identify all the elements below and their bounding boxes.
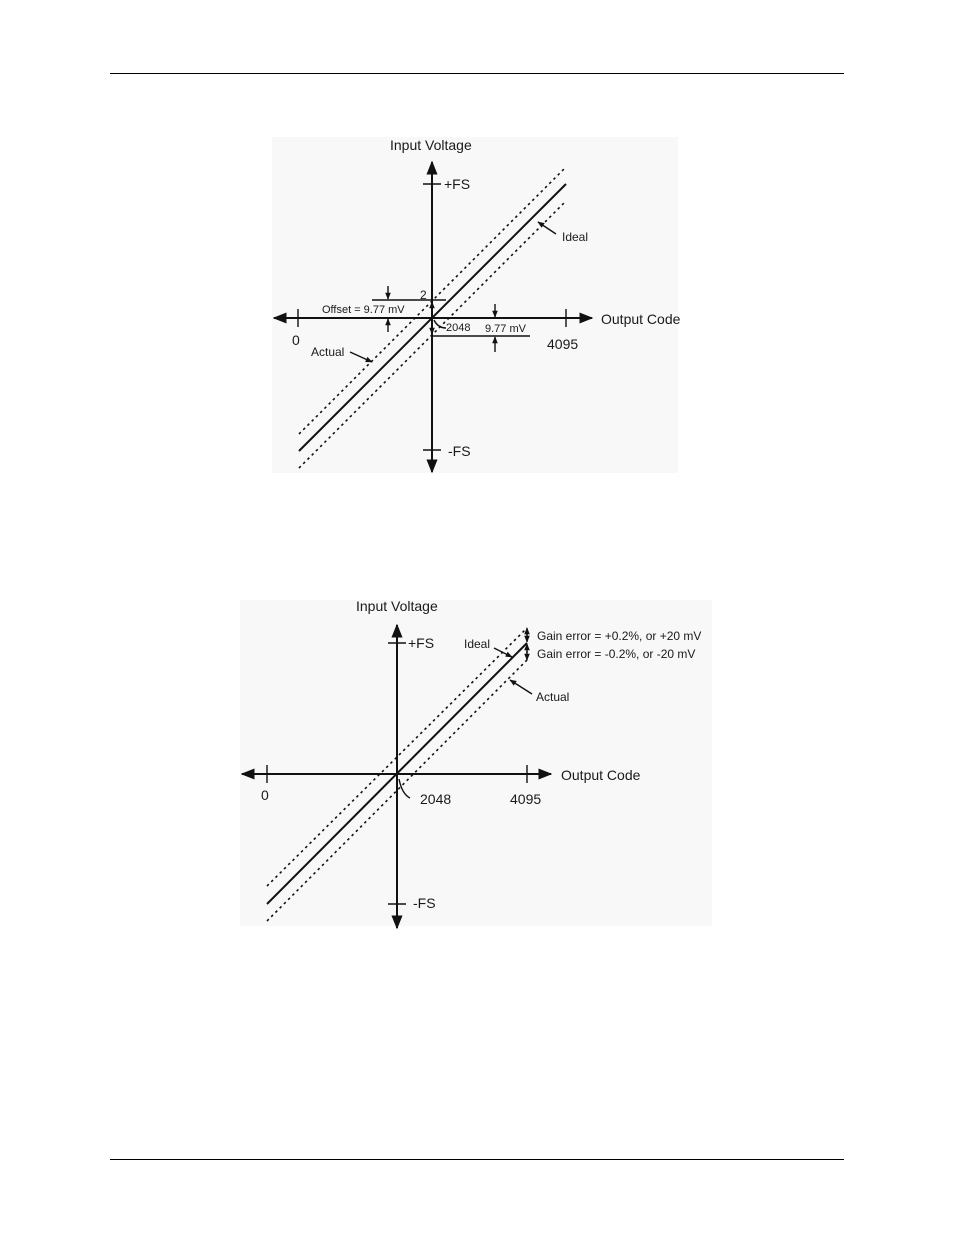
offset-ideal-leader (538, 222, 556, 234)
offset-actual-label: Actual (311, 345, 345, 359)
gain-actual-label: Actual (536, 690, 570, 704)
offset-value-label: 9.77 mV (485, 323, 526, 335)
gain-mid-leader (399, 779, 410, 798)
gain-ideal-label: Ideal (464, 637, 491, 651)
offset-figure (274, 137, 681, 472)
gain-pos-error-label: Gain error = +0.2%, or +20 mV (537, 629, 702, 643)
offset-code-min-label: 0 (292, 332, 300, 348)
gain-minus-fs-label: -FS (413, 895, 436, 911)
offset-code-max-label: 4095 (547, 336, 579, 352)
offset-minus-fs-label: -FS (448, 443, 471, 459)
offset-mid-leader (434, 320, 446, 328)
offset-plus-fs-label: +FS (444, 176, 471, 192)
offset-label: Offset = 9.77 mV (322, 304, 405, 316)
gain-ideal-leader (494, 648, 512, 657)
gain-plus-fs-label: +FS (408, 635, 435, 651)
gain-actual-leader (510, 680, 532, 694)
offset-lsb-label: 2 (420, 288, 427, 302)
offset-code-mid-label: 2048 (446, 322, 471, 334)
gain-code-mid-label: 2048 (420, 791, 452, 807)
offset-ideal-label: Ideal (562, 230, 589, 244)
gain-figure (242, 598, 701, 928)
gain-y-axis-label: Input Voltage (356, 598, 438, 614)
offset-actual-leader (350, 352, 372, 362)
gain-code-min-label: 0 (261, 787, 269, 803)
gain-neg-error-label: Gain error = -0.2%, or -20 mV (537, 647, 696, 661)
gain-x-axis-label: Output Code (561, 767, 641, 783)
offset-y-axis-label: Input Voltage (390, 137, 472, 153)
offset-x-axis-label: Output Code (601, 311, 681, 327)
gain-code-max-label: 4095 (510, 791, 542, 807)
